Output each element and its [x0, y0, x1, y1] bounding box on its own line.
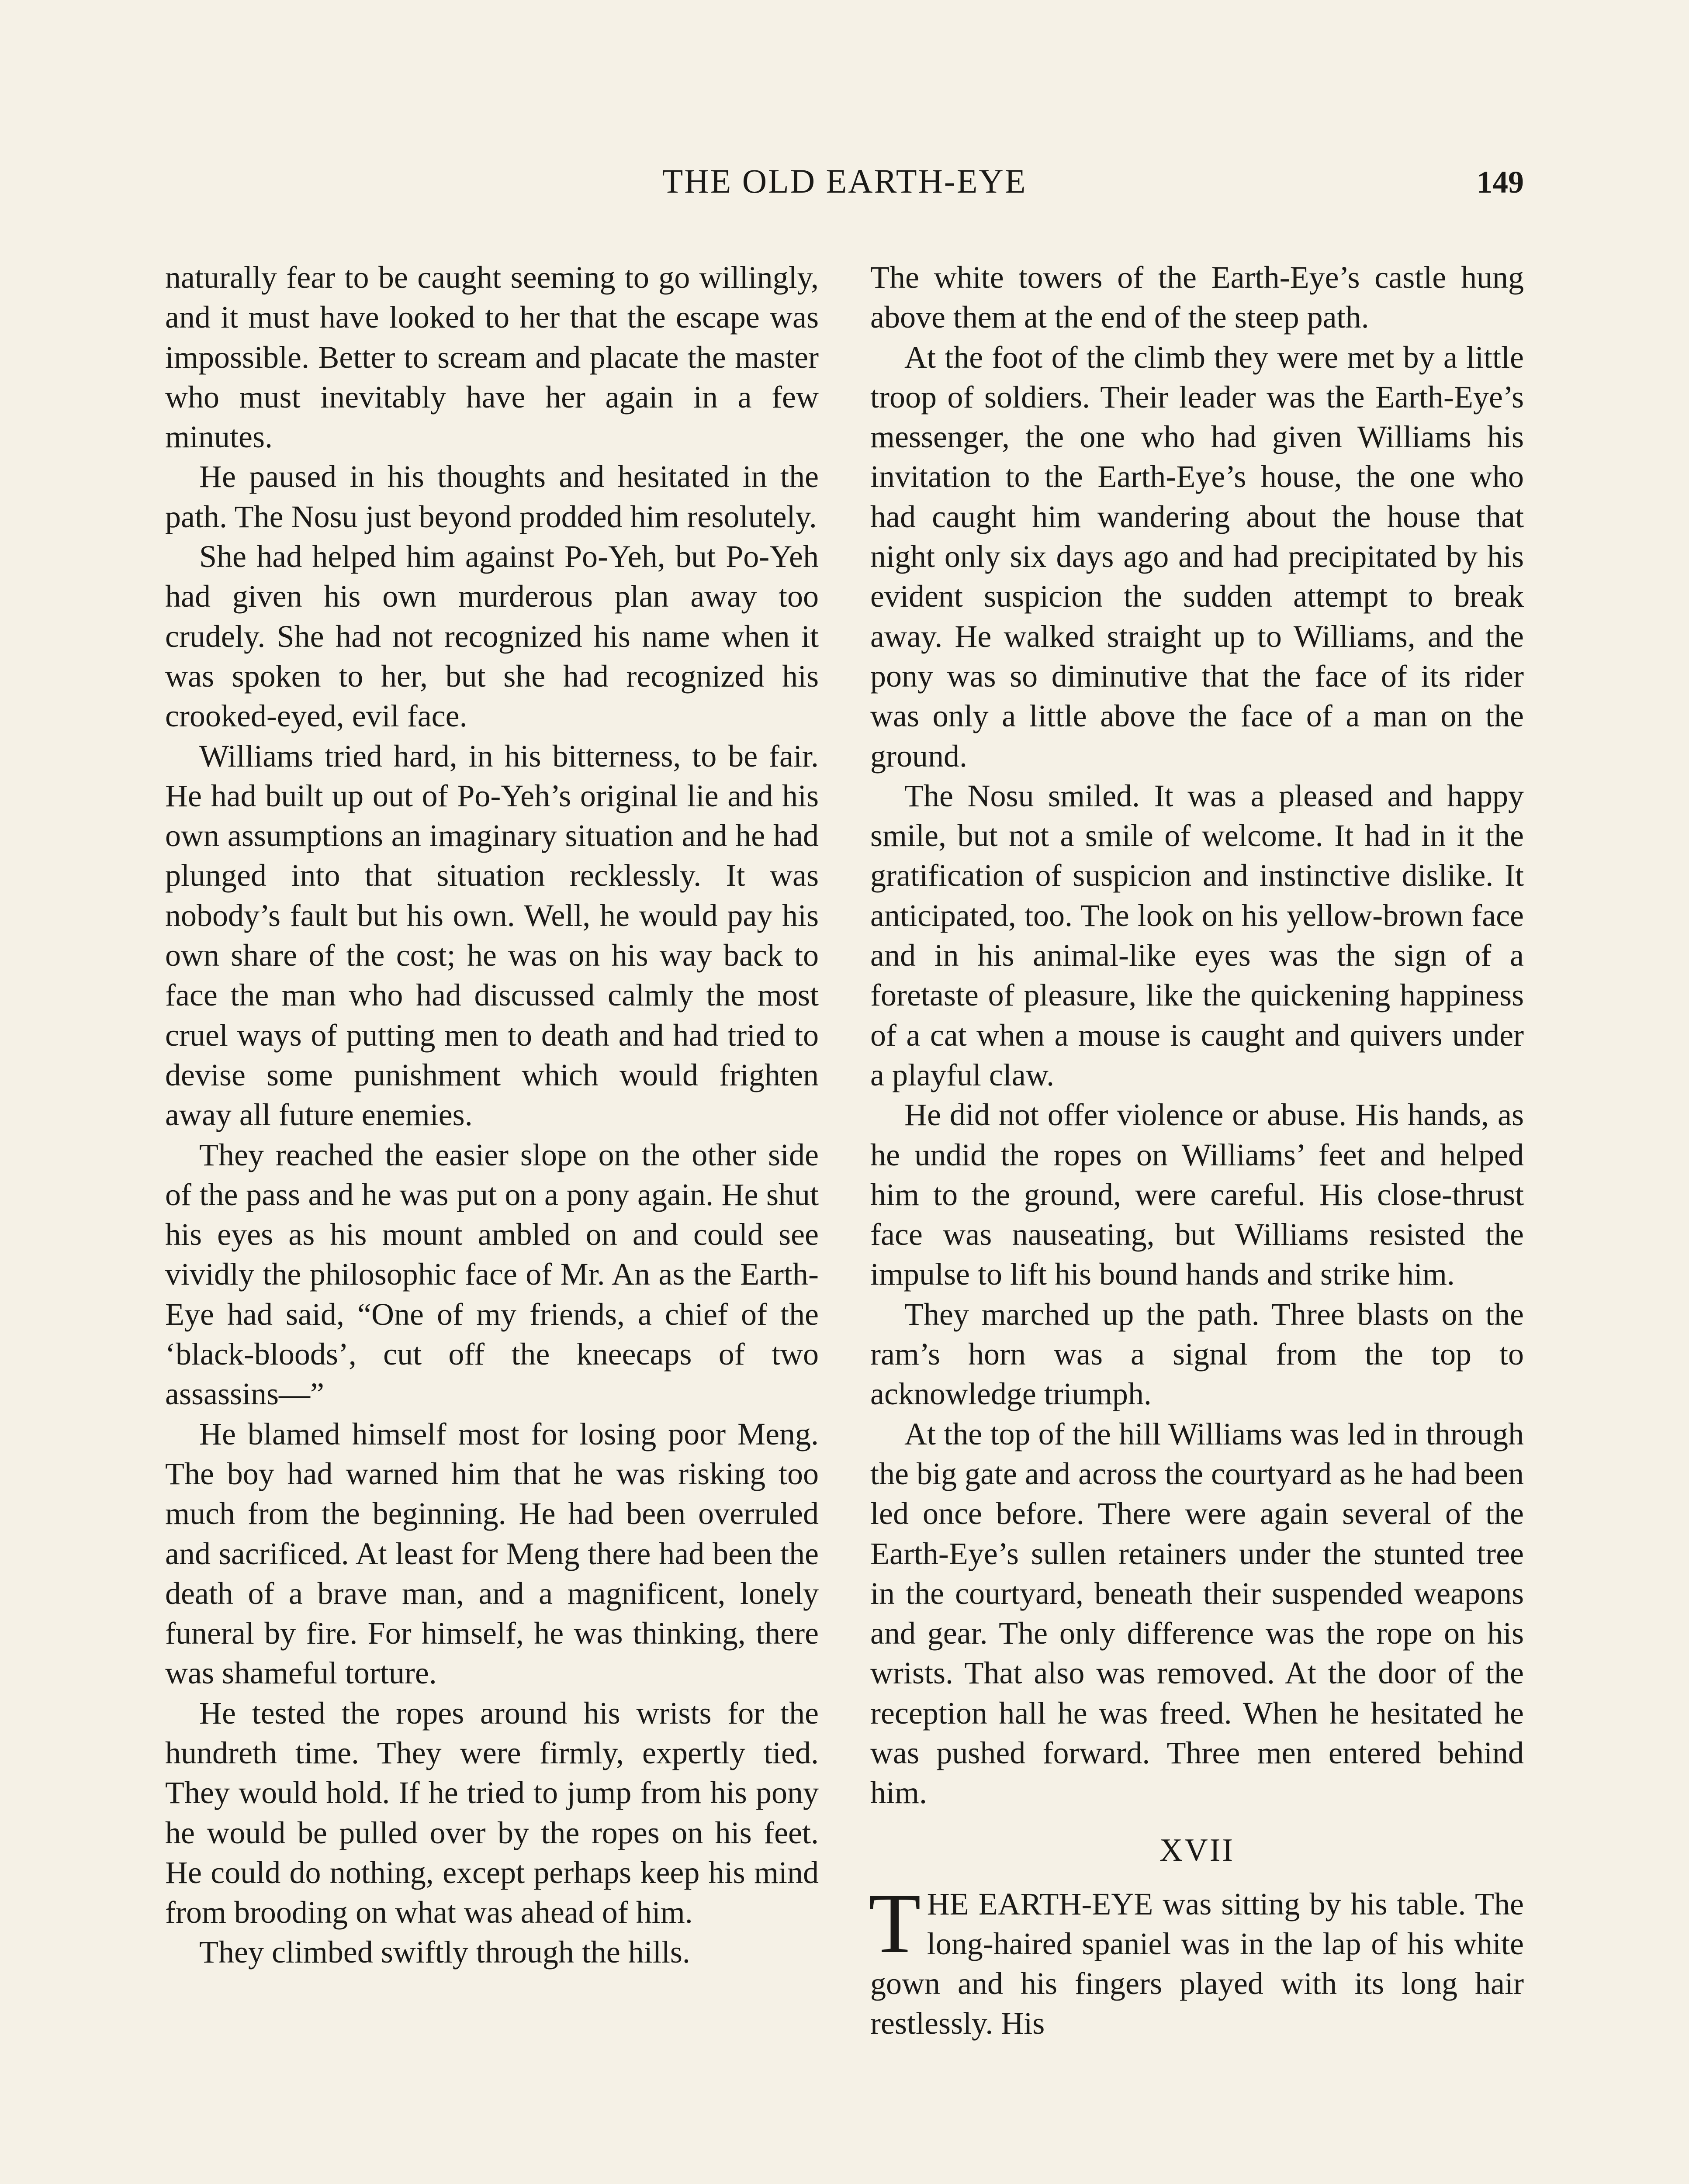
- paragraph: He blamed himself most for losing poor Meng. The boy had warned him that he was risking too much from the beginning. He had been overruled and sacrificed. At least for Meng there had been the death of a brave man, and a magnificent, lonely funeral by fire. For himself, he was thinking, there was shameful torture.: [165, 1416, 819, 1691]
- running-title: THE OLD EARTH-EYE: [662, 162, 1027, 200]
- paragraph: The white towers of the Earth-Eye’s castle hung above them at the end of the steep path.: [870, 260, 1524, 335]
- paragraph: They marched up the path. Three blasts on the ram’s horn was a signal from the top to acknowledge triumph.: [870, 1296, 1524, 1412]
- left-column: [165, 258, 819, 1973]
- paragraph: naturally fear to be caught seeming to go willingly, and it must have looked to her that the escape was impossible. Better to scream and placate the master who must inevitably have her again in a few minutes.: [165, 260, 819, 455]
- drop-cap: T: [869, 1876, 921, 1971]
- paragraph: They climbed swiftly through the hills.: [199, 1935, 690, 1970]
- chapter-heading: XVII: [1159, 1832, 1235, 1868]
- paragraph: She had helped him against Po-Yeh, but Po-Yeh had given his own murderous plan away too crudely. She had not recognized his name when it was spoken to her, but she had recognized his crooked-eyed, evil face.: [165, 539, 819, 734]
- paragraph: Williams tried hard, in his bitterness, to be fair. He had built up out of Po-Yeh’s original lie and his own assumptions an imaginary situation and he had plunged into that situation recklessly. It was nobody’s fault but his own. Well, he would pay his own share of the cost; he was on his way back to face the man who had discussed calmly the most cruel ways of putting men to death and had tried to devise some punishment which would frighten away all future enemies.: [165, 738, 819, 1133]
- paragraph: The Nosu smiled. It was a pleased and happy smile, but not a smile of welcome. It had in it the gratification of suspicion and instinctive dislike. It anticipated, too. The look on his yellow-brown face and in his animal-like eyes was the sign of a foretaste of pleasure, like the quickening happiness of a cat when a mouse is caught and quivers under a playful claw.: [870, 778, 1524, 1092]
- right-column: [870, 258, 1524, 2044]
- paragraph: At the top of the hill Williams was led in through the big gate and across the courtyard as he had been led once before. There were again several of the Earth-Eye’s sullen retainers under the stunted tree in the courtyard, beneath their suspended weapons and gear. The only difference was the rope on his wrists. That also was removed. At the door of the reception hall he was freed. When he hesitated he was pushed forward. Three men entered behind him.: [870, 1416, 1524, 1811]
- paragraph: They reached the easier slope on the other side of the pass and he was put on a pony again. He shut his eyes as his mount ambled on and could see vividly the philosophic face of Mr. An as the Earth-Eye had said, “One of my friends, a chief of the ‘black-bloods’, cut off the kneecaps of two assassins—”: [165, 1137, 819, 1412]
- paragraph: He did not offer violence or abuse. His hands, as he undid the ropes on Williams’ feet and helped him to the ground, were careful. His close-thrust face was nauseating, but Williams resisted the impulse to lift his bound hands and strike him.: [870, 1097, 1524, 1292]
- paragraph: He paused in his thoughts and hesitated in the path. The Nosu just beyond prodded him resolutely.: [165, 459, 819, 534]
- running-head: [165, 162, 1524, 214]
- page-number: 149: [1477, 165, 1524, 200]
- chapter-opening-paragraph: [869, 1876, 1524, 2044]
- chapter-opening-text: HE EARTH-EYE was sitting by his table. The long-haired spaniel was in the lap of his white gown and his fingers played with its long hair restlessly. His: [870, 1886, 1524, 2041]
- paragraph: At the foot of the climb they were met by a little troop of soldiers. Their leader was the Earth-Eye’s messenger, the one who had given Williams his invitation to the Earth-Eye’s house, the one who had caught him wandering about the house that night only six days ago and had precipitated by his evident suspicion the sudden attempt to break away. He walked straight up to Williams, and the pony was so diminutive that the face of its rider was only a little above the face of a man on the ground.: [870, 339, 1524, 774]
- paragraph: He tested the ropes around his wrists for the hundreth time. They were firmly, expertly tied. They would hold. If he tried to jump from his pony he would be pulled over by the ropes on his feet. He could do nothing, except perhaps keep his mind from brooding on what was ahead of him.: [165, 1695, 819, 1930]
